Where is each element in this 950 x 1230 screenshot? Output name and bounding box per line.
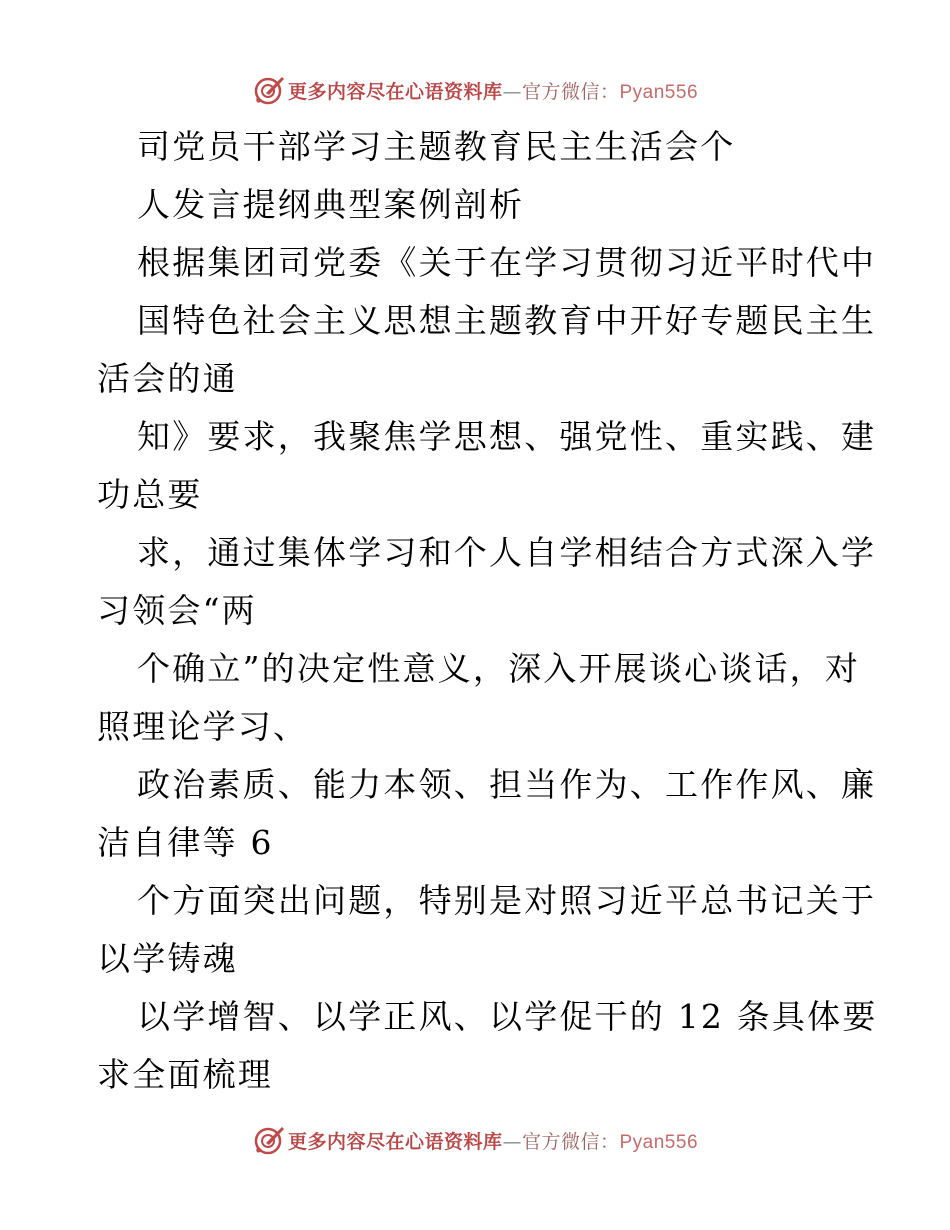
header-watermark <box>0 70 950 110</box>
watermark-separator: — <box>502 80 522 103</box>
watermark-account-label: 官方微信： <box>521 80 620 103</box>
text-line: 人发言提纲典型案例剖析 <box>137 185 525 224</box>
footer-watermark <box>0 1120 950 1160</box>
text-line: 照理论学习、 <box>97 707 309 746</box>
text-line: 求全面梳理 <box>97 1055 273 1094</box>
text-line: 司党员干部学习主题教育民主生活会个 <box>137 127 736 166</box>
watermark-text <box>288 77 698 104</box>
text-line: 国特色社会主义思想主题教育中开好专题民主生 <box>137 301 877 340</box>
watermark-account-id: Pyan556 <box>619 1131 699 1153</box>
watermark-account-id: Pyan556 <box>619 81 699 103</box>
watermark-separator: — <box>502 1130 522 1153</box>
watermark-brand: 更多内容尽在心语资料库 <box>287 80 503 103</box>
text-line: 个确立”的决定性意义，深入开展谈心谈话，对 <box>137 649 861 688</box>
text-line: 洁自律等 6 <box>97 823 274 862</box>
text-line: 功总要 <box>97 475 203 514</box>
text-line: 政治素质、能力本领、担当作为、工作作风、廉 <box>137 765 877 804</box>
text-line: 活会的通 <box>97 359 238 398</box>
quill-logo-icon <box>252 73 286 107</box>
text-line: 以学铸魂 <box>97 939 238 978</box>
watermark-account-label: 官方微信： <box>521 1130 620 1153</box>
text-line: 个方面突出问题，特别是对照习近平总书记关于 <box>137 881 877 920</box>
text-line: 以学增智、以学正风、以学促干的 12 条具体要 <box>137 997 878 1036</box>
text-line: 习领会“两 <box>97 591 257 630</box>
text-line: 根据集团司党委《关于在学习贯彻习近平时代中 <box>137 243 877 282</box>
watermark-brand: 更多内容尽在心语资料库 <box>287 1130 503 1153</box>
text-line: 求，通过集体学习和个人自学相结合方式深入学 <box>137 533 877 572</box>
watermark-text <box>288 1127 698 1154</box>
quill-logo-icon <box>252 1123 286 1157</box>
text-line: 知》要求，我聚焦学思想、强党性、重实践、建 <box>137 417 877 456</box>
